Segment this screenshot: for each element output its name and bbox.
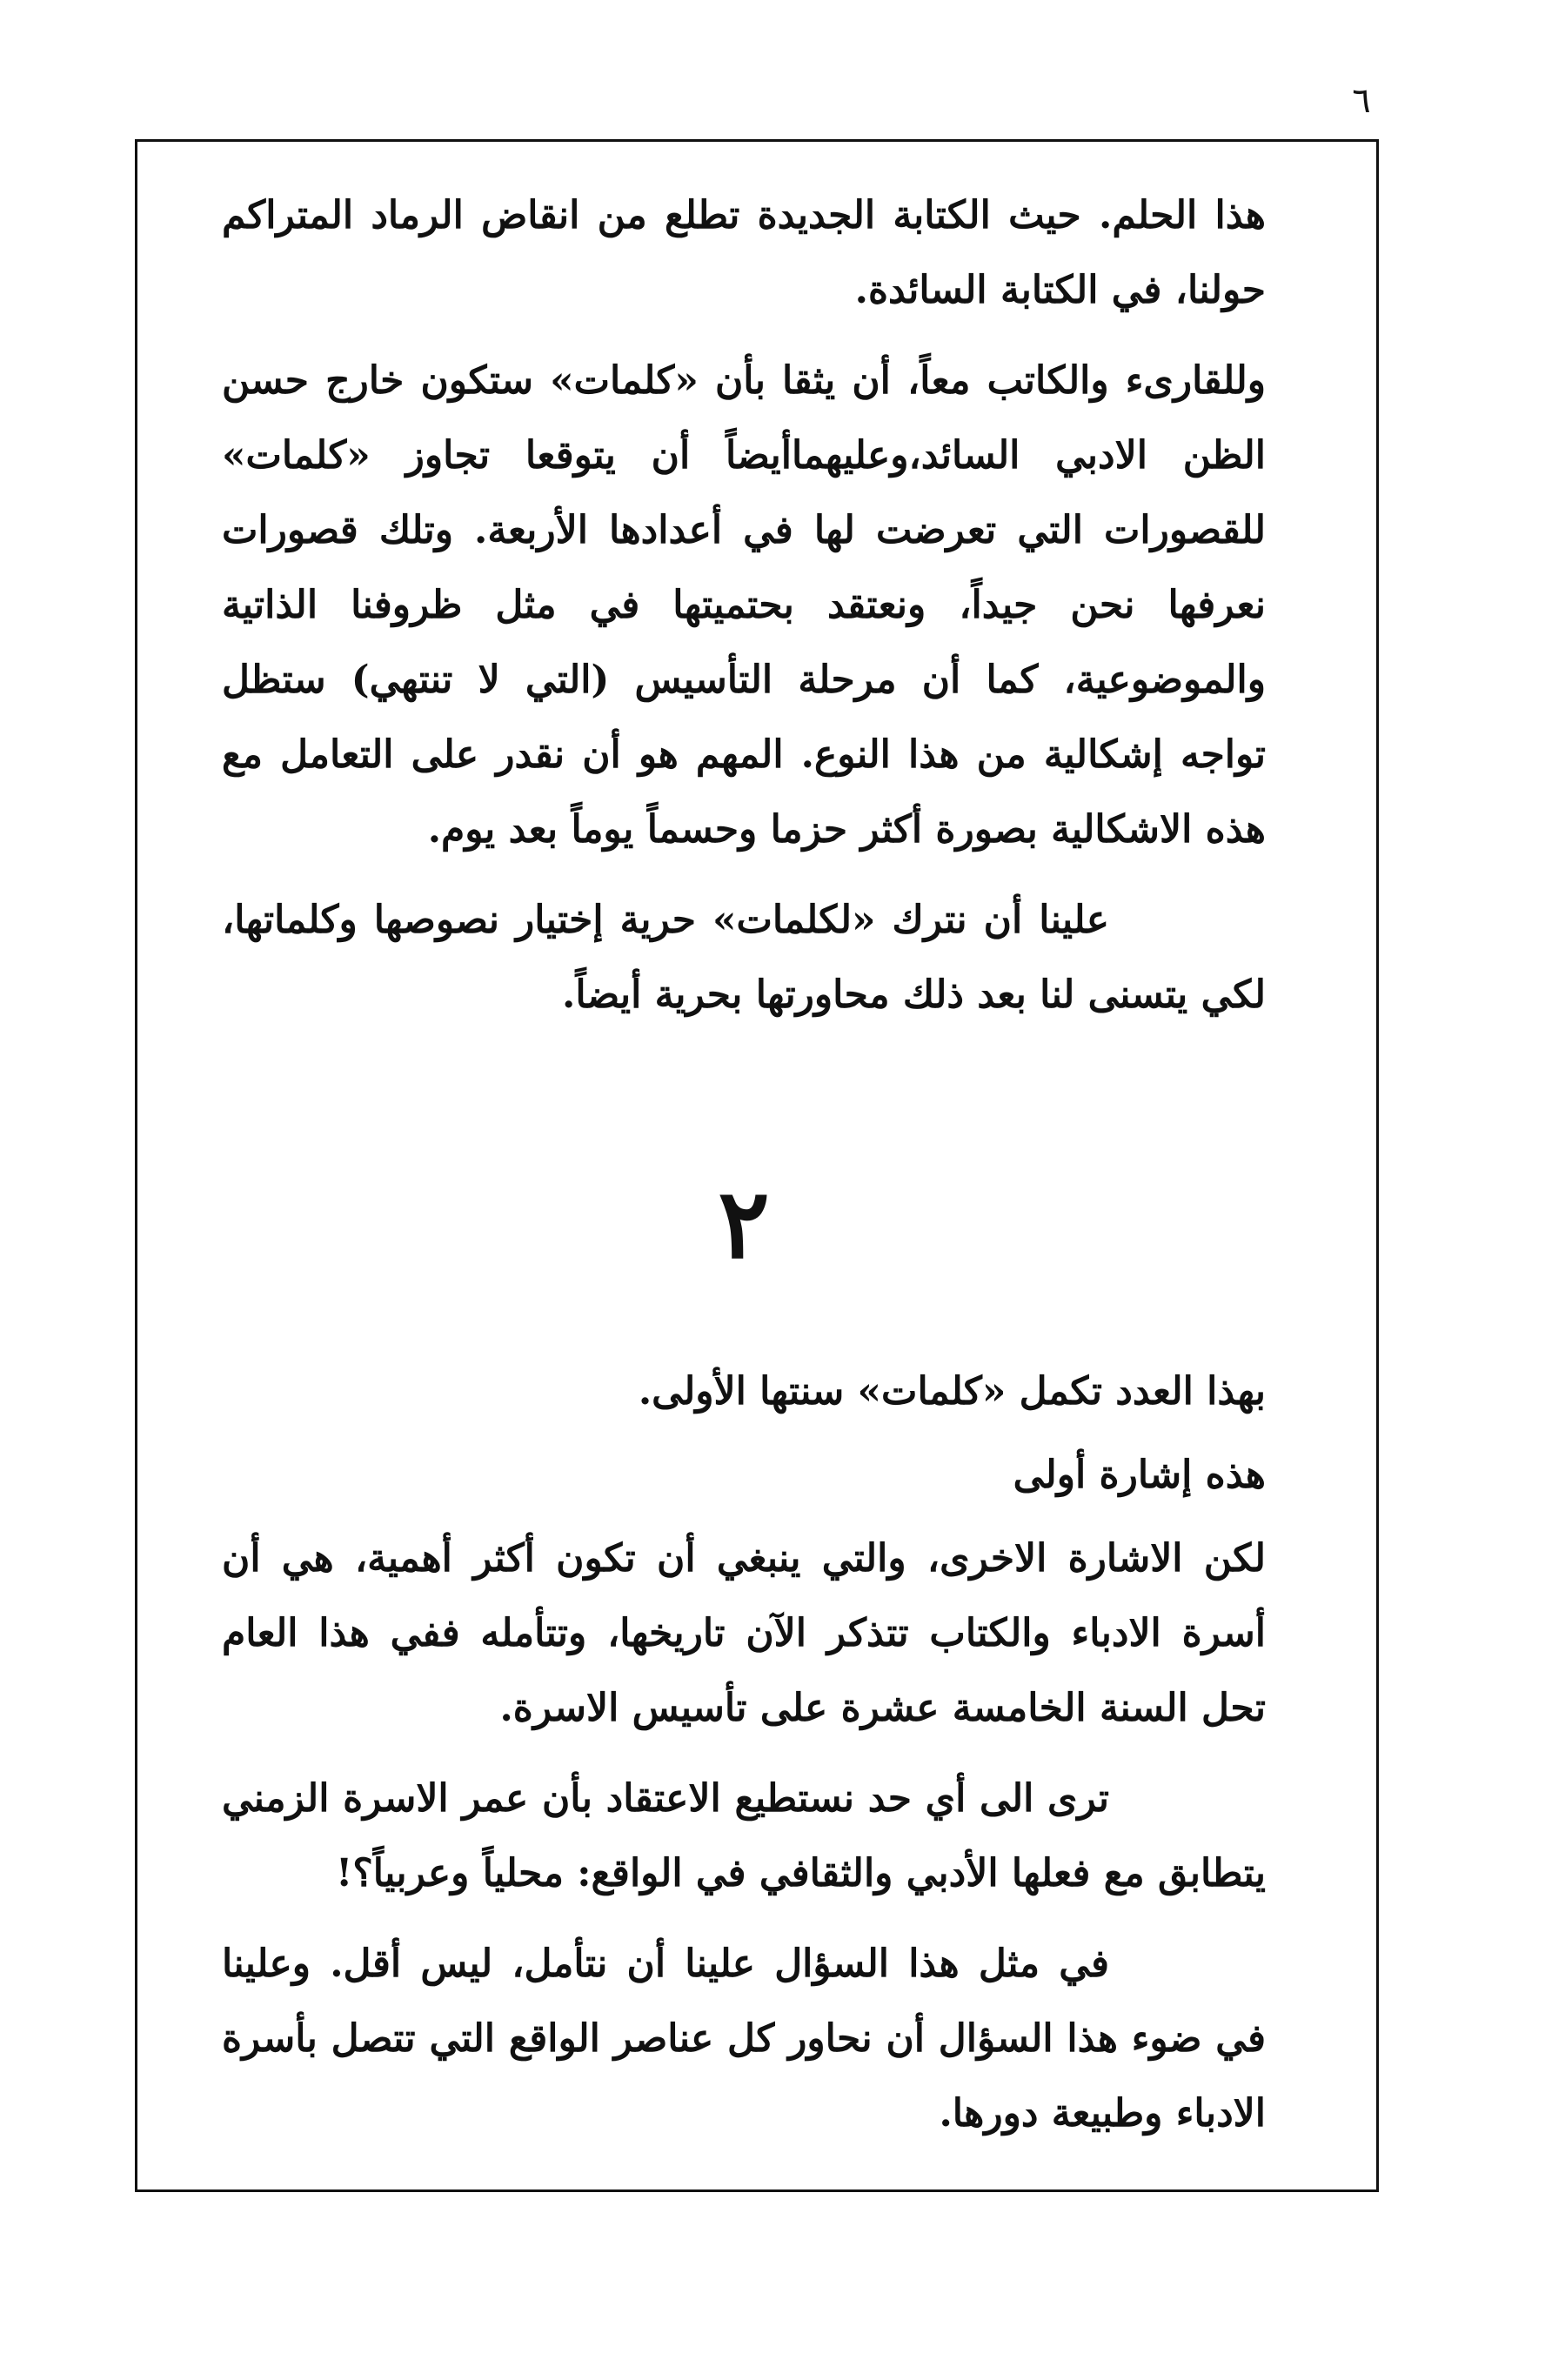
paragraph-first-sign: هذه إشارة أولى [1013,1453,1266,1497]
section-number: ٢ [718,1167,770,1280]
paragraph-dream: هذا الحلم. حيث الكتابة الجديدة تطلع من انقاض الرماد المتراكم حولنا، في الكتابة السائدة. [222,193,1266,312]
paragraph-question: ترى الى أي حد نستطيع الاعتقاد بأن عمر الاسرة الزمني يتطابق مع فعلها الأدبي والثقافي في الواقع: محلياً وعربياً؟! [222,1776,1266,1895]
paragraph-reflection: في مثل هذا السؤال علينا أن نتأمل، ليس أقل. وعلينا في ضوء هذا السؤال أن نحاور كل عناصر الواقع التي تتصل بأسرة الادباء وطبيعة دورها. [222,1942,1266,2136]
paragraph-freedom: علينا أن نترك «لكلمات» حرية إختيار نصوصها وكلماتها، لكي يتسنى لنا بعد ذلك محاورتها بحرية أيضاً. [222,898,1266,1017]
page-number: ٦ [1352,81,1371,121]
article-body [222,178,1266,2167]
paragraph-second-sign: لكن الاشارة الاخرى، والتي ينبغي أن تكون أكثر أهمية، هي أن أسرة الادباء والكتاب تتذكر الآن تاريخها، وتتأمله ففي هذا العام تحل السنة الخامسة عشرة على تأسيس الاسرة. [222,1536,1266,1730]
paragraph-first-year: بهذا العدد تكمل «كلمات» سنتها الأولى. [638,1369,1266,1414]
paragraph-reader-writer: وللقارىء والكاتب معاً، أن يثقا بأن «كلمات» ستكون خارج حسن الظن الادبي السائد،وعليهماأيضاً أن يتوقعا تجاوز «كلمات» للقصورات التي تعرضت لها في أعدادها الأربعة. وتلك قصورات نعرفها نحن جيداً، ونعتقد بحتميتها في مثل ظروفنا الذاتية والموضوعية، كما أن مرحلة التأسيس (التي لا تنتهي) ستظل تواجه إشكالية من هذا النوع. المهم هو أن نقدر على التعامل مع هذه الاشكالية بصورة أكثر حزما وحسماً يوماً بعد يوم. [222,358,1266,852]
